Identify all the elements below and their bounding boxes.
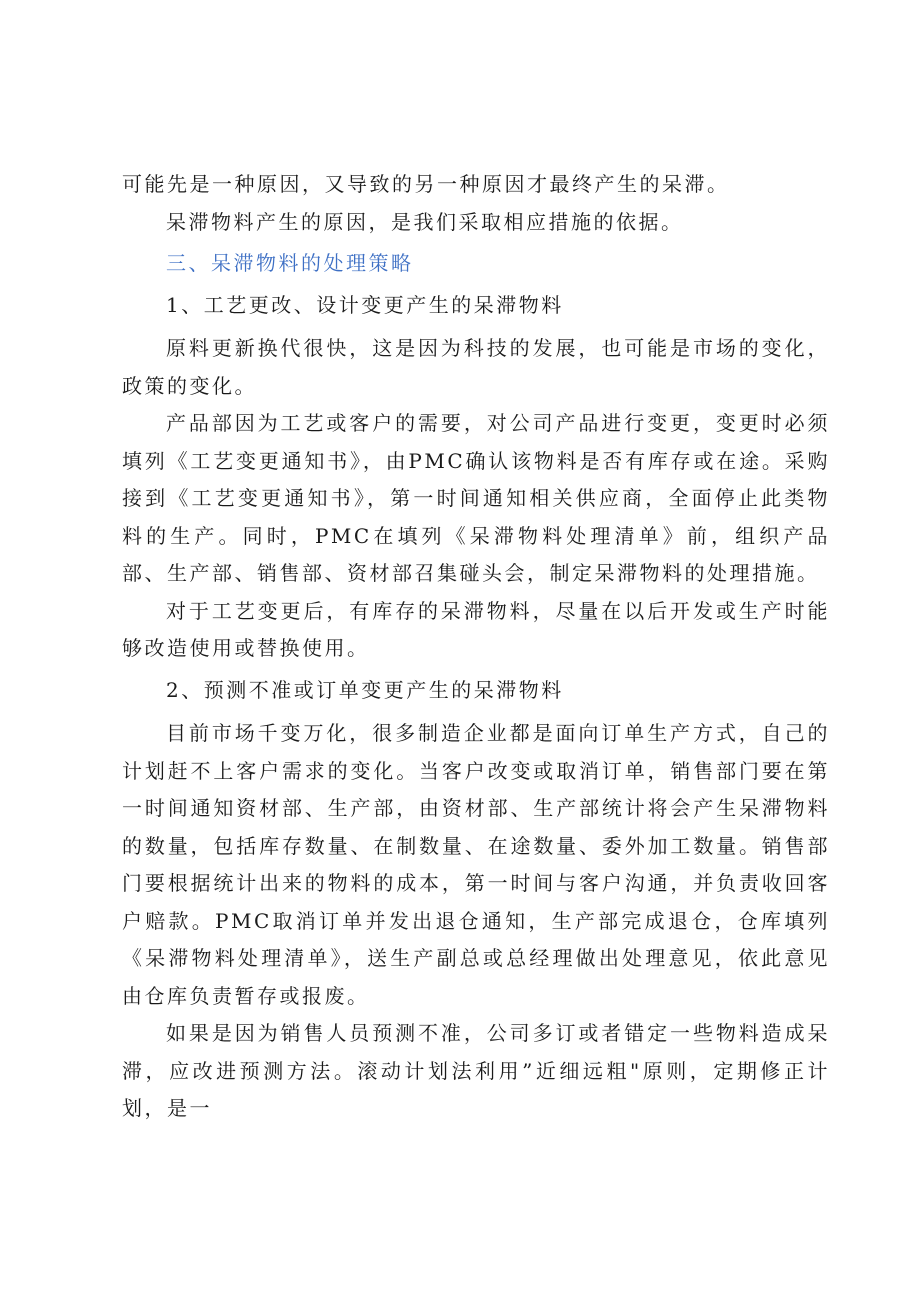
paragraph-after-change: 对于工艺变更后，有库存的呆滞物料，尽量在以后开发或生产时能够改造使用或替换使用。 — [122, 598, 830, 660]
section-heading-3: 三、呆滞物料的处理策略 — [166, 251, 414, 275]
paragraph-product-change: 产品部因为工艺或客户的需要，对公司产品进行变更，变更时必须填列《工艺变更通知书》，由PMC确认该物料是否有库存或在途。采购接到《工艺变更通知书》，第一时间通知相关供应商，全面停止此类物料的生产。同时，PMC在填列《呆滞物料处理清单》前，组织产品部、生产部、销售部、资材部召集碰头会，制定呆滞物料的处理措施。 — [122, 411, 830, 585]
paragraph-forecast: 如果是因为销售人员预测不准，公司多订或者错定一些物料造成呆滞，应改进预测方法。滚动计划法利用”近细远粗"原则，定期修正计划，是一 — [122, 1021, 830, 1120]
document-body — [122, 166, 830, 1128]
paragraph-reason-basis: 呆滞物料产生的原因，是我们采取相应措施的依据。 — [166, 209, 684, 234]
sub-heading-1: 1、工艺更改、设计变更产生的呆滞物料 — [166, 292, 564, 317]
paragraph-market-change: 目前市场千变万化，很多制造企业都是面向订单生产方式，自己的计划赶不上客户需求的变化。当客户改变或取消订单，销售部门要在第一时间通知资材部、生产部，由资材部、生产部统计将会产生呆滞物料的数量，包括库存数量、在制数量、在途数量、委外加工数量。销售部门要根据统计出来的物料的成本，第一时间与客户沟通，并负责收回客户赔款。PMC取消订单并发出退仓通知，生产部完成退仓，仓库填列《呆滞物料处理清单》，送生产副总或总经理做出处理意见，依此意见由仓库负责暂存或报废。 — [122, 721, 830, 1008]
paragraph-material-update: 原料更新换代很快，这是因为科技的发展，也可能是市场的变化，政策的变化。 — [122, 336, 830, 398]
sub-heading-2: 2、预测不准或订单变更产生的呆滞物料 — [166, 677, 564, 702]
paragraph-continuation: 可能先是一种原因，又导致的另一种原因才最终产生的呆滞。 — [122, 172, 730, 196]
